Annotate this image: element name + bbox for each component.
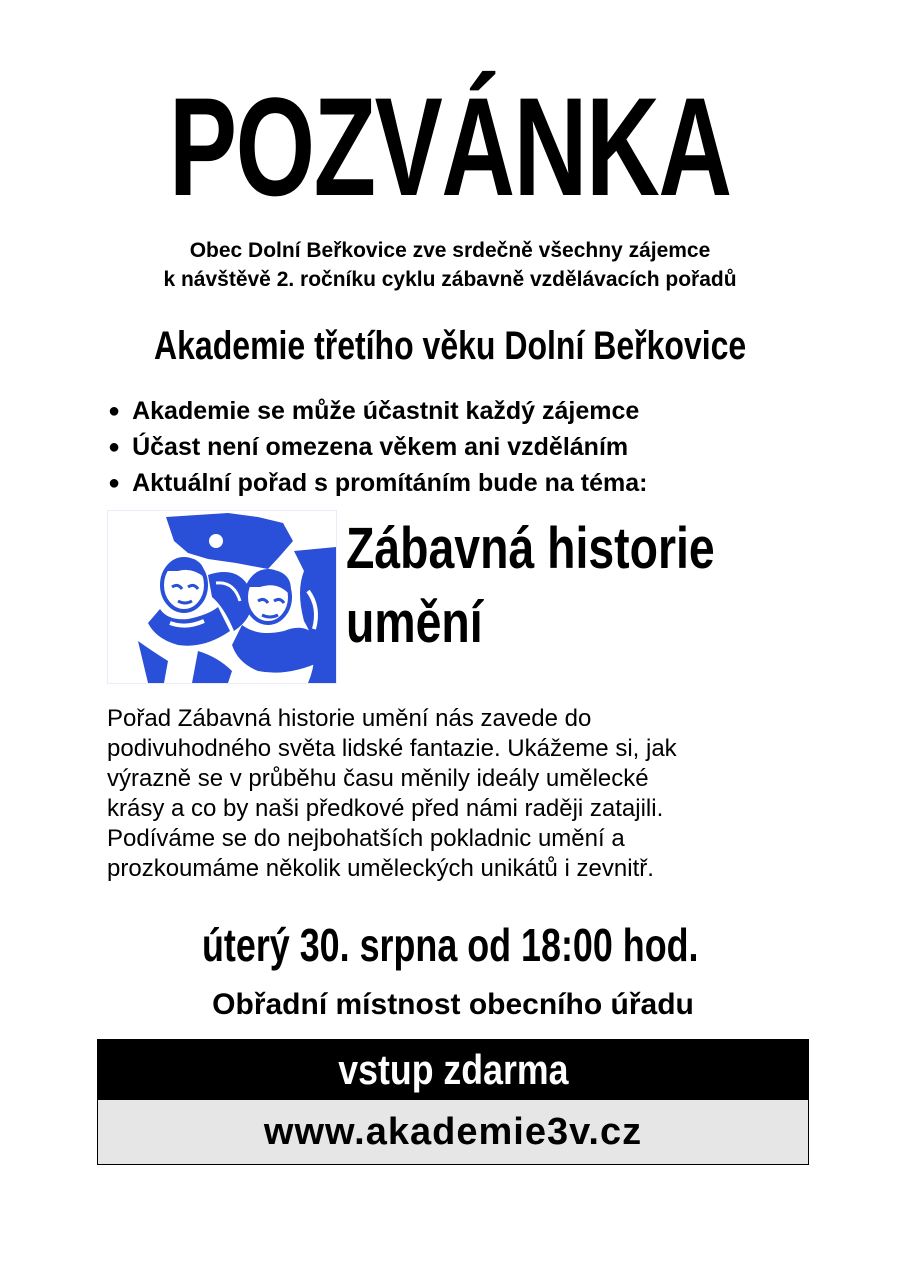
description-line: Pořad Zábavná historie umění nás zavede do (107, 705, 592, 732)
entry-banner (98, 1040, 808, 1100)
website-link[interactable]: www.akademie3v.cz (98, 1100, 808, 1164)
intro-line-2: k návštěvě 2. ročníku cyklu zábavně vzdělávacích pořadů (163, 268, 737, 291)
entry-box (97, 1039, 809, 1165)
description-line: výrazně se v průběhu času měnily ideály umělecké (107, 765, 649, 792)
event-venue: Obřadní místnost obecního úřadu (212, 988, 694, 1021)
program-description (107, 704, 807, 884)
description-line: podivuhodného světa lidské fantazie. Ukážeme si, jak (107, 735, 677, 762)
date-container (0, 915, 900, 975)
bullet-item: ● Akademie se může účastnit každý zájemce (108, 394, 647, 430)
free-entry-label: vstup zdarma (337, 1046, 569, 1093)
description-line: Podíváme se do nejbohatších pokladnic umění a (107, 825, 625, 852)
bullet-list (108, 394, 647, 502)
bullet-item: ● Aktuální pořad s promítáním bude na téma: (108, 466, 647, 502)
intro-text (0, 236, 900, 294)
description-line: prozkoumáme několik uměleckých unikátů i zevnitř. (107, 855, 654, 882)
cherubs-image (108, 511, 336, 683)
cherubs-illustration (107, 510, 337, 684)
intro-line-1: Obec Dolní Beřkovice zve srdečně všechny zájemce (189, 239, 711, 262)
event-date: úterý 30. srpna od 18:00 hod. (201, 919, 699, 971)
invitation-title: POZVÁNKA (169, 68, 731, 225)
heading-container (0, 320, 900, 372)
bullet-item: ● Účast není omezena věkem ani vzděláním (108, 430, 647, 466)
program-topic (346, 512, 715, 660)
title-container (0, 68, 900, 225)
topic-line-2: umění (346, 590, 483, 655)
academy-heading: Akademie třetího věku Dolní Beřkovice (153, 324, 747, 368)
description-line: krásy a co by naši předkové před námi raději zatajili. (107, 795, 664, 822)
topic-line-1: Zábavná historie (346, 516, 715, 581)
